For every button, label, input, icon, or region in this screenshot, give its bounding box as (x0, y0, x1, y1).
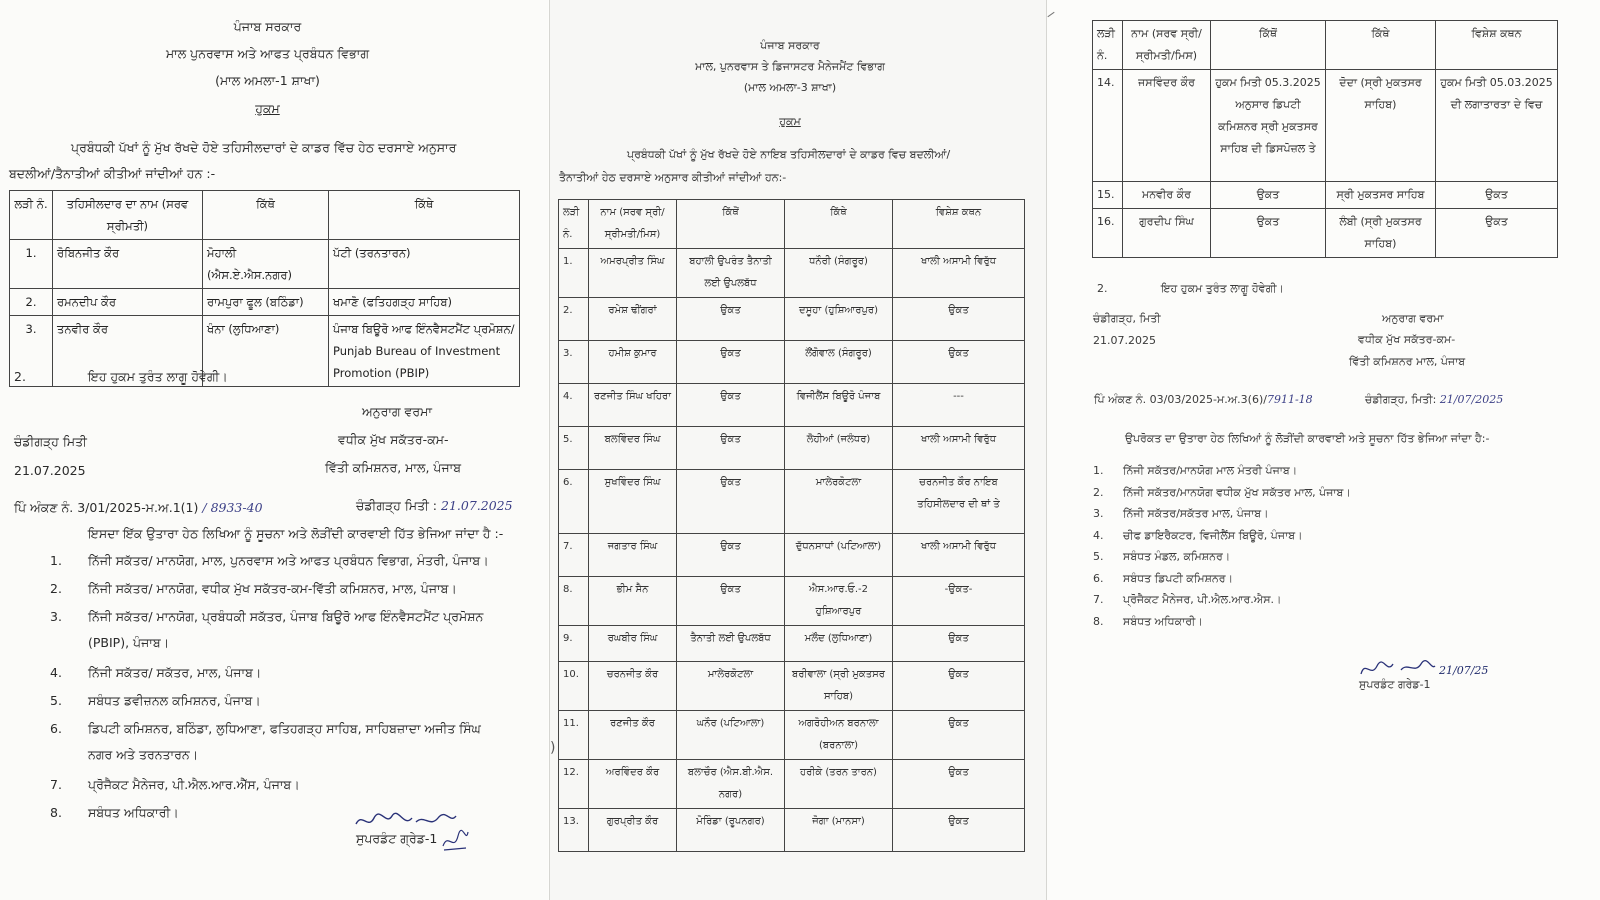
place-label: ਚੰਡੀਗੜ੍ਹ, ਮਿਤੀ (1093, 312, 1161, 325)
list-text: ਡਿਪਟੀ ਕਮਿਸ਼ਨਰ, ਬਠਿੰਡਾ, ਲੁਧਿਆਣਾ, ਫਤਿਹਗੜ੍ਹ ਸਾਹਿਬ, ਸਾਹਿਬਜ਼ਾਦਾ ਅਜੀਤ ਸਿੰਘ (88, 721, 481, 736)
cell-serial: 10. (559, 662, 589, 711)
staple-mark (1047, 12, 1054, 17)
intro-text-continued: ਬਦਲੀਆਂ/ਤੈਨਾਤੀਆਂ ਕੀਤੀਆਂ ਜਾਂਦੀਆਂ ਹਨ :- (9, 166, 216, 181)
cell-from: ਮੋਰਿੰਡਾ (ਰੂਪਨਗਰ) (677, 809, 785, 852)
initials-signature (440, 826, 470, 854)
col-from: ਕਿੱਥੋਂ (677, 200, 785, 249)
order-page-middle (549, 0, 1046, 900)
cell-from: ਉਕਤ (677, 577, 785, 626)
cell-remarks: ਚਰਨਜੀਤ ਕੌਰ ਨਾਇਬ ਤਹਿਸੀਲਦਾਰ ਦੀ ਥਾਂ ਤੇ (893, 470, 1025, 534)
list-item (50, 581, 540, 609)
transfer-table-continued (1092, 20, 1558, 258)
list-number: 3. (1093, 507, 1104, 520)
cell-serial: 14. (1093, 70, 1123, 182)
table-header-row (559, 200, 1025, 249)
department-header: ਮਾਲ ਪੁਨਰਵਾਸ ਅਤੇ ਆਫਤ ਪ੍ਰਬੰਧਨ ਵਿਭਾਗ (165, 46, 370, 61)
cell-serial: 12. (559, 760, 589, 809)
list-text: ਸਬੰਧਤ ਮੰਡਲ, ਕਮਿਸ਼ਨਰ। (1123, 550, 1231, 563)
endorsement-handwritten-number: 7911-18 (1266, 393, 1313, 406)
cell-serial: 3. (10, 316, 53, 387)
cell-serial: 6. (559, 470, 589, 534)
cell-remarks: ਉਕਤ (893, 760, 1025, 809)
cell-name: ਅਮਰਪ੍ਰੀਤ ਸਿੰਘ (589, 249, 677, 298)
branch-header: (ਮਾਲ ਅਮਲਾ-3 ਸ਼ਾਖਾ) (743, 81, 837, 94)
list-item (50, 609, 540, 635)
endorsement-date (1365, 393, 1503, 407)
col-remarks: ਵਿਸ਼ੇਸ਼ ਕਥਨ (893, 200, 1025, 249)
list-text: ਨਿੱਜੀ ਸਕੱਤਰ/ਸਕੱਤਰ ਮਾਲ, ਪੰਜਾਬ। (1123, 507, 1269, 520)
col-serial: ਲੜੀ ਨੰ. (559, 200, 589, 249)
cell-to: ਬਰੀਵਾਲਾ (ਸ੍ਰੀ ਮੁਕਤਸਰ ਸਾਹਿਬ) (785, 662, 893, 711)
signatory-title: ਵਧੀਕ ਮੁੱਖ ਸਕੱਤਰ-ਕਮ- (338, 432, 449, 447)
table-row (559, 711, 1025, 760)
cell-serial: 13. (559, 809, 589, 852)
cell-to: ਮਾਲੇਰਕੋਟਲਾ (785, 470, 893, 534)
handwritten-signature (1357, 656, 1439, 680)
cell-serial: 2. (559, 298, 589, 341)
cell-remarks: ਹੁਕਮ ਮਿਤੀ 05.03.2025 ਦੀ ਲਗਾਤਾਰਤਾ ਦੇ ਵਿਚ (1436, 70, 1558, 182)
signatory-title-2: ਵਿੱਤੀ ਕਮਿਸ਼ਨਰ, ਮਾਲ, ਪੰਜਾਬ (325, 460, 461, 475)
intro-text-continued: ਤੈਨਾਤੀਆਂ ਹੇਠ ਦਰਸਾਏ ਅਨੁਸਾਰ ਕੀਤੀਆਂ ਜਾਂਦੀਆਂ ਹਨ:- (559, 171, 787, 184)
department-header: ਮਾਲ, ਪੁਨਰਵਾਸ ਤੇ ਡਿਜਾਸਟਰ ਮੈਨੇਜਮੈਂਟ ਵਿਭਾਗ (695, 60, 885, 73)
cell-from: ਖੰਨਾ (ਲੁਧਿਆਣਾ) (203, 316, 329, 387)
list-number: 3. (50, 609, 62, 624)
list-number: 2. (1093, 485, 1104, 499)
order-date: 21.07.2025 (14, 463, 86, 478)
cell-name: ਰਣਜੀਤ ਸਿੰਘ ਖਹਿਰਾ (589, 384, 677, 427)
branch-header: (ਮਾਲ ਅਮਲਾ-1 ਸ਼ਾਖਾ) (215, 73, 320, 88)
list-text: ਪ੍ਰੋਜੈਕਟ ਮੈਨੇਜਰ, ਪੀ.ਐਲ.ਆਰ.ਐੱਸ, ਪੰਜਾਬ। (88, 777, 300, 792)
endorsement-handwritten-date: 21.07.2025 (441, 498, 513, 513)
cell-from: ਰਾਮਪੁਰਾ ਫੂਲ (ਬਠਿੰਡਾ) (203, 289, 329, 316)
cell-from: ਉਕਤ (1211, 182, 1326, 209)
list-text: ਨਿੱਜੀ ਸਕੱਤਰ/ਮਾਨਯੋਗ ਮਾਲ ਮੰਤਰੀ ਪੰਜਾਬ। (1123, 464, 1298, 477)
cell-to: ਦੁੱਧਨਸਾਧਾਂ (ਪਟਿਆਲਾ) (785, 534, 893, 577)
table-row (559, 534, 1025, 577)
table-row (559, 470, 1025, 534)
signatory-title: ਵਧੀਕ ਮੁੱਖ ਸਕੱਤਰ-ਕਮ- (1358, 333, 1456, 346)
cell-remarks: ਉਕਤ (893, 662, 1025, 711)
table-row (1093, 182, 1558, 209)
endorsement-handwritten-number: 8933-40 (210, 500, 263, 515)
cell-remarks: -ਉਕਤ- (893, 577, 1025, 626)
table-row (559, 341, 1025, 384)
cell-to: ਧਨੌਰੀ (ਸੰਗਰੂਰ) (785, 249, 893, 298)
col-remarks: ਵਿਸ਼ੇਸ਼ ਕਥਨ (1436, 21, 1558, 70)
list-text: ਨਿੱਜੀ ਸਕੱਤਰ/ ਮਾਨਯੋਗ, ਮਾਲ, ਪੁਨਰਵਾਸ ਅਤੇ ਆਫਤ ਪ੍ਰਬੰਧਨ ਵਿਭਾਗ, ਮੰਤਰੀ, ਪੰਜਾਬ। (88, 553, 489, 568)
copy-list (50, 553, 540, 833)
cell-serial: 15. (1093, 182, 1123, 209)
list-text: ਸਬੰਧਤ ਡਿਪਟੀ ਕਮਿਸ਼ਨਰ। (1123, 571, 1234, 585)
cell-to: ਲੋਹੀਆਂ (ਜਲੰਧਰ) (785, 427, 893, 470)
cell-remarks: ਉਕਤ (893, 298, 1025, 341)
cell-remarks: ਉਕਤ (893, 626, 1025, 662)
list-text: ਨਿੱਜੀ ਸਕੱਤਰ/ ਮਾਨਯੋਗ, ਪ੍ਰਬੰਧਕੀ ਸਕੱਤਰ, ਪੰਜਾਬ ਬਿਊਰੋ ਆਫ ਇੰਨਵੈਸਟਮੈਂਟ ਪ੍ਰਮੋਸ਼ਨ (88, 609, 484, 624)
col-to: ਕਿੱਥੇ (329, 191, 520, 240)
cell-to: ਅਗਰੋਹੀਅਨ ਬਰਨਾਲਾ (ਬਰਨਾਲਾ) (785, 711, 893, 760)
cell-to: ਸ੍ਰੀ ਮੁਕਤਸਰ ਸਾਹਿਬ (1326, 182, 1436, 209)
cell-from: ਉਕਤ (677, 341, 785, 384)
table-header-row (10, 191, 520, 240)
order-page-right (1046, 0, 1600, 900)
cell-name: ਗੁਰਪ੍ਰੀਤ ਕੌਰ (589, 809, 677, 852)
cell-to: ਦੋਦਾ (ਸ੍ਰੀ ਮੁਕਤਸਰ ਸਾਹਿਬ) (1326, 70, 1436, 182)
cell-remarks: ਖਾਲੀ ਅਸਾਮੀ ਵਿਰੁੱਧ (893, 534, 1025, 577)
cell-from: ਤੈਨਾਤੀ ਲਈ ਉਪਲਬੱਧ (677, 626, 785, 662)
effect-statement: ਇਹ ਹੁਕਮ ਤੁਰੰਤ ਲਾਗੂ ਹੋਵੇਗੀ। (88, 369, 228, 384)
table-row (10, 289, 520, 316)
cell-to: ਵਿਜੀਲੈਂਸ ਬਿਊਰੋ ਪੰਜਾਬ (785, 384, 893, 427)
list-item (50, 693, 540, 721)
list-item (50, 721, 540, 747)
cell-name: ਜਸਵਿੰਦਰ ਕੌਰ (1123, 70, 1211, 182)
table-row (559, 626, 1025, 662)
list-number: 8. (1093, 614, 1104, 628)
cell-name: ਜਗਤਾਰ ਸਿੰਘ (589, 534, 677, 577)
list-text: ਚੀਫ ਡਾਇਰੈਕਟਰ, ਵਿਜੀਲੈਂਸ ਬਿਊਰੋ, ਪੰਜਾਬ। (1123, 528, 1303, 542)
cell-remarks: ਉਕਤ (1436, 182, 1558, 209)
effect-statement: ਇਹ ਹੁਕਮ ਤੁਰੰਤ ਲਾਗੂ ਹੋਵੇਗੀ। (1161, 282, 1284, 295)
cell-to: ਲੰਬੀ (ਸ੍ਰੀ ਮੁਕਤਸਰ ਸਾਹਿਬ) (1326, 209, 1436, 258)
list-text: (PBIP), ਪੰਜਾਬ। (88, 635, 170, 650)
cell-to: ਐਸ.ਆਰ.ਓ.-2 ਹੁਸ਼ਿਆਰਪੁਰ (785, 577, 893, 626)
table-row (1093, 209, 1558, 258)
cell-to: ਮਲੌਦ (ਲੁਧਿਆਣਾ) (785, 626, 893, 662)
list-number: 7. (50, 777, 62, 792)
cell-remarks: ਖਾਲੀ ਅਸਾਮੀ ਵਿਰੁੱਧ (893, 249, 1025, 298)
cell-name: ਰਣਜੀਤ ਕੌਰ (589, 711, 677, 760)
cell-from: ਬਲਾਚੌਰ (ਐਸ.ਬੀ.ਐਸ. ਨਗਰ) (677, 760, 785, 809)
cell-name: ਭੀਮ ਸੈਨ (589, 577, 677, 626)
transfer-table (9, 190, 520, 387)
cell-remarks: ਉਕਤ (893, 809, 1025, 852)
table-row (559, 384, 1025, 427)
superintendent-title: ਸੁਪਰਡੰਟ ਗ੍ਰੇਡ-1 (356, 831, 438, 846)
list-number: 1. (1093, 464, 1104, 477)
cell-name: ਰੋਬਿਨਜੀਤ ਕੌਰ (53, 240, 203, 289)
endorsement-date (356, 498, 513, 514)
superintendent-title: ਸੁਪਰਡੰਟ ਗਰੇਡ-1 (1359, 678, 1431, 691)
govt-header: ਪੰਜਾਬ ਸਰਕਾਰ (760, 39, 820, 52)
cell-from: ਉਕਤ (677, 534, 785, 577)
cell-name: ਚਰਨਜੀਤ ਕੌਰ (589, 662, 677, 711)
order-heading: ਹੁਕਮ (255, 101, 280, 116)
cell-to: ਪੱਟੀ (ਤਰਨਤਾਰਨ) (329, 240, 520, 289)
cell-name: ਰਮਨਦੀਪ ਕੌਰ (53, 289, 203, 316)
list-item (1093, 615, 1553, 637)
list-number: 5. (50, 693, 62, 708)
cell-serial: 7. (559, 534, 589, 577)
col-to: ਕਿੱਥੇ (1326, 21, 1436, 70)
endorsement-place: ਚੰਡੀਗੜ੍ਹ, ਮਿਤੀ: (1365, 393, 1437, 406)
intro-text: ਪ੍ਰਬੰਧਕੀ ਪੱਖਾਂ ਨੂੰ ਮੁੱਖ ਰੱਖਦੇ ਹੋਏ ਨਾਇਬ ਤਹਿਸੀਲਦਾਰਾਂ ਦੇ ਕਾਡਰ ਵਿਚ ਬਦਲੀਆਂ/ (627, 148, 951, 161)
table-row (10, 316, 520, 387)
cell-from: ਹੁਕਮ ਮਿਤੀ 05.3.2025 ਅਨੁਸਾਰ ਡਿਪਟੀ ਕਮਿਸ਼ਨਰ ਸ੍ਰੀ ਮੁਕਤਸਰ ਸਾਹਿਬ ਦੀ ਡਿਸਪੋਜ਼ਲ ਤੇ (1211, 70, 1326, 182)
cell-name: ਅਰਵਿੰਦਰ ਕੌਰ (589, 760, 677, 809)
table-header-row (1093, 21, 1558, 70)
cell-to: ਹਰੀਕੇ (ਤਰਨ ਤਾਰਨ) (785, 760, 893, 809)
cell-from: ਘਨੌਰ (ਪਟਿਆਲਾ) (677, 711, 785, 760)
endorsement-handwritten-date: 21/07/2025 (1439, 393, 1504, 406)
table-row (1093, 70, 1558, 182)
table-row (559, 809, 1025, 852)
signature-date: 21/07/25 (1439, 664, 1489, 677)
list-item (50, 777, 540, 805)
cell-name: ਰਘਬੀਰ ਸਿੰਘ (589, 626, 677, 662)
list-item-continued (50, 635, 540, 665)
cell-from: ਮਾਲੇਰਕੋਟਲਾ (677, 662, 785, 711)
list-item (1093, 507, 1553, 529)
list-item (50, 665, 540, 693)
point-number: 2. (14, 369, 26, 384)
list-item (1093, 572, 1553, 594)
list-text: ਨਿੱਜੀ ਸਕੱਤਰ/ਮਾਨਯੋਗ ਵਧੀਕ ਮੁੱਖ ਸਕੱਤਰ ਮਾਲ, ਪੰਜਾਬ। (1123, 485, 1351, 499)
cell-from: ਬਹਾਲੀ ਉਪਰੰਤ ਤੈਨਾਤੀ ਲਈ ਉਪਲਬੱਧ (677, 249, 785, 298)
cell-from: ਉਕਤ (677, 470, 785, 534)
list-text: ਪ੍ਰੋਜੈਕਟ ਮੈਨੇਜਰ, ਪੀ.ਐਲ.ਆਰ.ਐਸ.। (1123, 593, 1282, 606)
order-page-left (0, 0, 548, 900)
cell-from: ਮੋਹਾਲੀ (ਐਸ.ਏ.ਐਸ.ਨਗਰ) (203, 240, 329, 289)
endorsement-number (1094, 393, 1313, 407)
list-item (1093, 593, 1553, 615)
col-serial: ਲੜੀ ਨੰ. (10, 191, 53, 240)
list-number: 8. (50, 805, 62, 820)
list-item (1093, 486, 1553, 508)
list-number: 2. (50, 581, 62, 596)
list-number: 6. (50, 721, 62, 736)
table-row (559, 249, 1025, 298)
col-name: ਤਹਿਸੀਲਦਾਰ ਦਾ ਨਾਮ (ਸਰਵ ਸ੍ਰੀਮਤੀ) (53, 191, 203, 240)
cell-to: ਦਸੂਹਾ (ਹੁਸ਼ਿਆਰਪੁਰ) (785, 298, 893, 341)
col-from: ਕਿੱਥੋਂ (1211, 21, 1326, 70)
order-heading: ਹੁਕਮ (779, 115, 801, 128)
table-row (559, 577, 1025, 626)
table-row (559, 427, 1025, 470)
cell-remarks: ਉਕਤ (893, 341, 1025, 384)
cell-remarks: ਉਕਤ (893, 711, 1025, 760)
cell-serial: 1. (10, 240, 53, 289)
cell-serial: 3. (559, 341, 589, 384)
list-text: ਨਗਰ ਅਤੇ ਤਰਨਤਾਰਨ। (88, 747, 199, 762)
cell-to: ਖਮਾਣੋ (ਫਤਿਹਗੜ੍ਹ ਸਾਹਿਬ) (329, 289, 520, 316)
cell-serial: 16. (1093, 209, 1123, 258)
cell-name: ਹਮੀਸ਼ ਕੁਮਾਰ (589, 341, 677, 384)
order-date: 21.07.2025 (1093, 334, 1156, 347)
endorsement-handwritten: / 8933-40 (198, 500, 263, 515)
signatory-name: ਅਨੁਰਾਗ ਵਰਮਾ (1382, 312, 1444, 325)
cell-name: ਮਨਵੀਰ ਕੌਰ (1123, 182, 1211, 209)
list-number: 5. (1093, 550, 1104, 563)
intro-text: ਪ੍ਰਬੰਧਕੀ ਪੱਖਾਂ ਨੂੰ ਮੁੱਖ ਰੱਖਦੇ ਹੋਏ ਤਹਿਸੀਲਦਾਰਾਂ ਦੇ ਕਾਡਰ ਵਿੱਚ ਹੇਠ ਦਰਸਾਏ ਅਨੁਸਾਰ (71, 140, 457, 155)
list-number: 7. (1093, 593, 1104, 606)
list-item-continued (50, 747, 540, 777)
endorsement-place: ਚੰਡੀਗੜ੍ਹ ਮਿਤੀ : (356, 498, 438, 513)
cell-serial: 9. (559, 626, 589, 662)
list-text: ਸਬੰਧਤ ਅਧਿਕਾਰੀ। (1123, 614, 1203, 628)
list-item (50, 553, 540, 581)
cell-from: ਉਕਤ (1211, 209, 1326, 258)
cell-serial: 5. (559, 427, 589, 470)
list-number: 4. (50, 665, 62, 680)
cell-to: ਲੌਂਗੋਵਾਲ (ਸੰਗਰੂਰ) (785, 341, 893, 384)
list-item (1093, 550, 1553, 572)
col-name: ਨਾਮ (ਸਰਵ ਸ੍ਰੀ/ਸ੍ਰੀਮਤੀ/ਮਿਸ) (589, 200, 677, 249)
list-number: 4. (1093, 528, 1104, 542)
punch-hole-mark: ) (550, 740, 556, 756)
cell-remarks: ਉਕਤ (1436, 209, 1558, 258)
table-row (559, 662, 1025, 711)
signatory-name: ਅਨੁਰਾਗ ਵਰਮਾ (362, 404, 432, 419)
cell-from: ਉਕਤ (677, 298, 785, 341)
cell-remarks: ਖਾਲੀ ਅਸਾਮੀ ਵਿਰੁੱਧ (893, 427, 1025, 470)
col-to: ਕਿੱਥੇ (785, 200, 893, 249)
list-item (1093, 529, 1553, 551)
cell-name: ਤਨਵੀਰ ਕੌਰ (53, 316, 203, 387)
cell-name: ਸੁਖਵਿੰਦਰ ਸਿੰਘ (589, 470, 677, 534)
transfer-table (558, 199, 1025, 852)
col-name: ਨਾਮ (ਸਰਵ ਸ੍ਰੀ/ਸ੍ਰੀਮਤੀ/ਮਿਸ) (1123, 21, 1211, 70)
cell-serial: 8. (559, 577, 589, 626)
endorsement-number (14, 500, 263, 516)
place-date-label: ਚੰਡੀਗੜ੍ਹ ਮਿਤੀ (14, 434, 87, 449)
signatory-title-2: ਵਿੱਤੀ ਕਮਿਸ਼ਨਰ ਮਾਲ, ਪੰਜਾਬ (1349, 355, 1466, 368)
col-serial: ਲੜੀ ਨੰ. (1093, 21, 1123, 70)
table-row (559, 760, 1025, 809)
cell-name: ਰਮੇਸ਼ ਢੀਂਗਰਾਂ (589, 298, 677, 341)
cell-to: ਪੰਜਾਬ ਬਿਊਰੋ ਆਫ ਇੰਨਵੈਸਟਮੈਂਟ ਪ੍ਰਮੋਸ਼ਨ/ Punjab Bureau of Investment Promotion (PBIP) (329, 316, 520, 387)
govt-header: ਪੰਜਾਬ ਸਰਕਾਰ (233, 19, 302, 34)
col-from: ਕਿੱਥੋ (203, 191, 329, 240)
cell-serial: 4. (559, 384, 589, 427)
list-text: ਸਬੰਧਤ ਡਵੀਜ਼ਨਲ ਕਮਿਸ਼ਨਰ, ਪੰਜਾਬ। (88, 693, 261, 708)
cell-serial: 1. (559, 249, 589, 298)
list-number: 6. (1093, 571, 1104, 585)
list-item (1093, 464, 1553, 486)
list-text: ਨਿੱਜੀ ਸਕੱਤਰ/ ਮਾਨਯੋਗ, ਵਧੀਕ ਮੁੱਖ ਸਕੱਤਰ-ਕਮ-ਵਿੱਤੀ ਕਮਿਸ਼ਨਰ, ਮਾਲ, ਪੰਜਾਬ। (88, 581, 457, 596)
endorsement-label: ਪਿੰ ਅੰਕਣ ਨੰ. 3/01/2025-ਮ.ਅ.1(1) (14, 500, 199, 515)
cell-serial: 2. (10, 289, 53, 316)
cell-remarks: --- (893, 384, 1025, 427)
copy-intro: ਇਸਦਾ ਇੱਕ ਉਤਾਰਾ ਹੇਠ ਲਿਖਿਆ ਨੂੰ ਸੂਚਨਾ ਅਤੇ ਲੋੜੀਂਦੀ ਕਾਰਵਾਈ ਹਿੱਤ ਭੇਜਿਆ ਜਾਂਦਾ ਹੈ :- (88, 526, 504, 541)
cell-from: ਉਕਤ (677, 384, 785, 427)
cell-from: ਉਕਤ (677, 427, 785, 470)
list-text: ਸਬੰਧਤ ਅਧਿਕਾਰੀ। (88, 805, 179, 820)
table-row (10, 240, 520, 289)
list-number: 1. (50, 553, 62, 568)
cell-name: ਗੁਰਦੀਪ ਸਿੰਘ (1123, 209, 1211, 258)
copy-intro: ਉਪਰੋਕਤ ਦਾ ਉਤਾਰਾ ਹੇਠ ਲਿਖਿਆਂ ਨੂੰ ਲੋੜੀਂਦੀ ਕਾਰਵਾਈ ਅਤੇ ਸੂਚਨਾ ਹਿੱਤ ਭੇਜਿਆ ਜਾਂਦਾ ਹੈ:- (1125, 432, 1490, 445)
cell-serial: 11. (559, 711, 589, 760)
point-number: 2. (1097, 282, 1108, 295)
list-text: ਨਿੱਜੀ ਸਕੱਤਰ/ ਸਕੱਤਰ, ਮਾਲ, ਪੰਜਾਬ। (88, 665, 262, 680)
cell-name: ਬਲਵਿੰਦਰ ਸਿੰਘ (589, 427, 677, 470)
table-row (559, 298, 1025, 341)
endorsement-label: ਪਿੰ ਅੰਕਣ ਨੰ. 03/03/2025-ਮ.ਅ.3(6)/ (1094, 393, 1267, 406)
cell-to: ਜੋਗਾ (ਮਾਨਸਾ) (785, 809, 893, 852)
copy-list (1093, 464, 1553, 636)
